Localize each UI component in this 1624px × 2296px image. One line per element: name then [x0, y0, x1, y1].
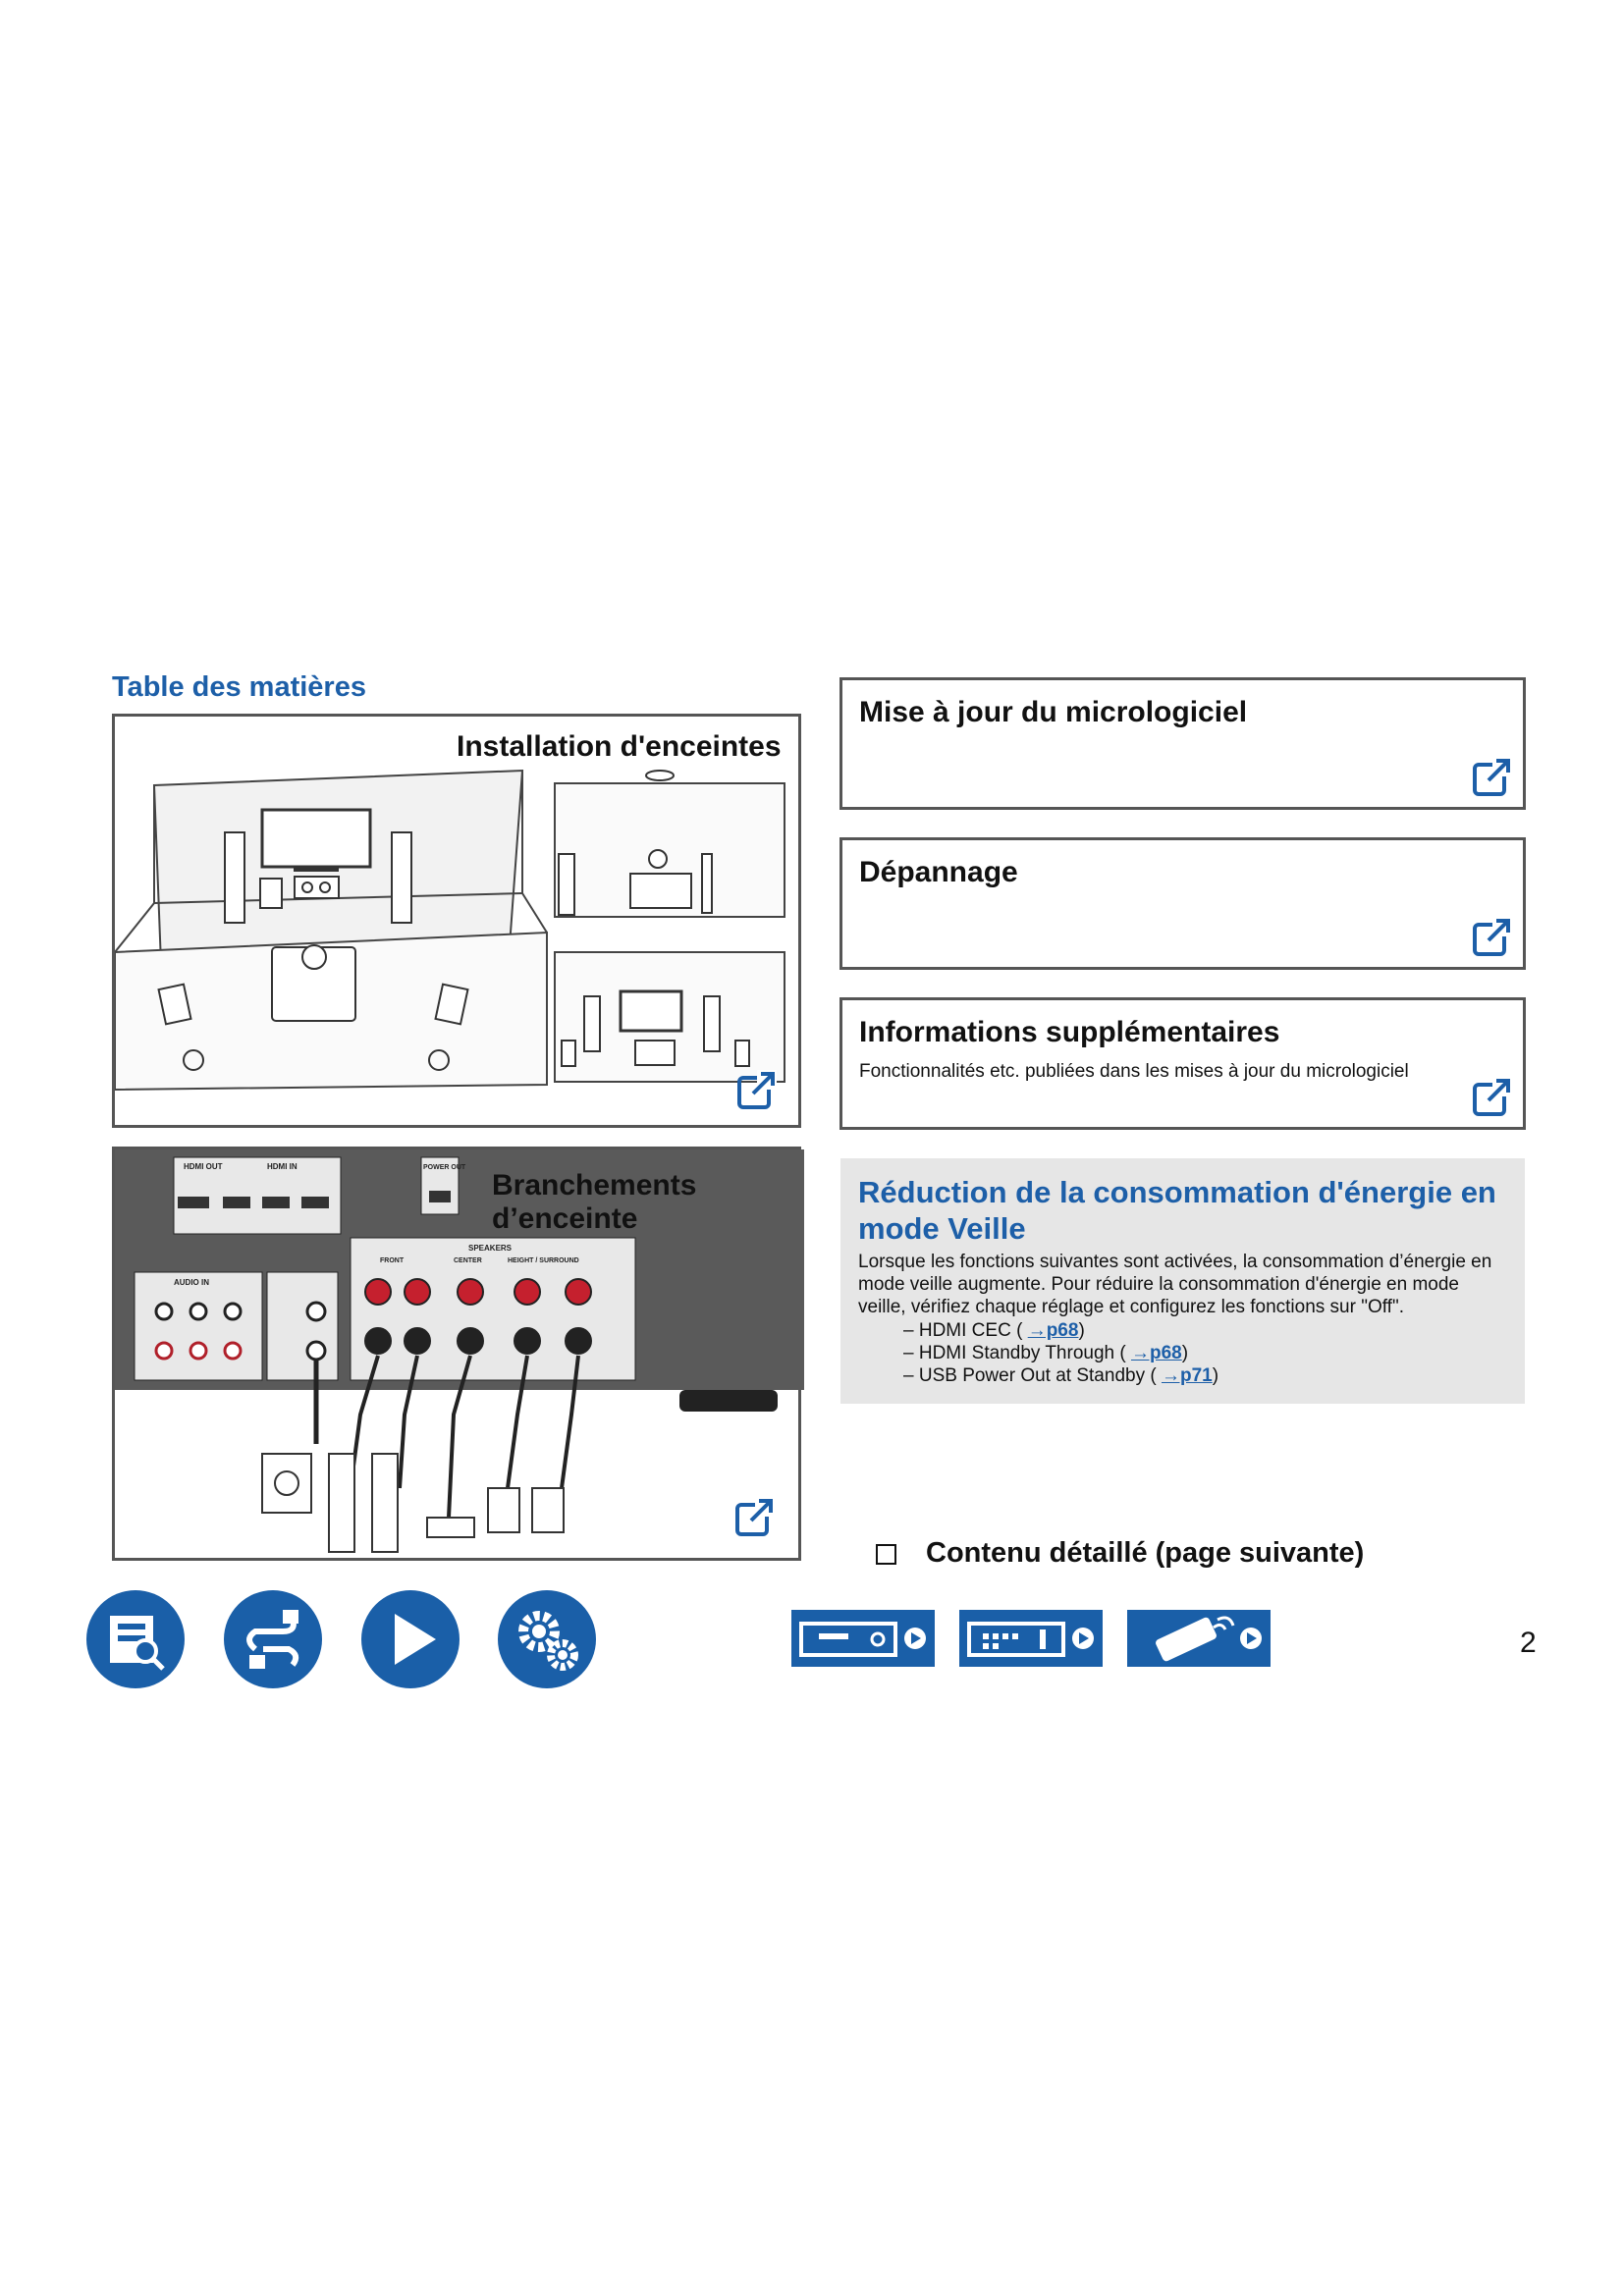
- external-link-icon[interactable]: [735, 1068, 779, 1111]
- item-label: – HDMI Standby Through (: [903, 1343, 1126, 1363]
- speaker-connection-panel[interactable]: [112, 1147, 801, 1561]
- standby-power-box: [840, 1158, 1525, 1404]
- front-label: FRONT: [380, 1257, 405, 1264]
- speaker-installation-title: Installation d'enceintes: [457, 730, 782, 763]
- list-item: [903, 1364, 1218, 1387]
- receiver-rear-icon[interactable]: [959, 1610, 1103, 1667]
- additional-info-box[interactable]: [839, 997, 1526, 1130]
- hdmi-in-label: HDMI IN: [267, 1162, 298, 1171]
- standby-power-heading: Réduction de la consommation d'énergie en mode Veille: [858, 1175, 1496, 1246]
- room-illustration: [115, 717, 804, 1131]
- additional-info-title: Informations supplémentaires: [859, 1016, 1280, 1048]
- standby-feature-list: [903, 1319, 1218, 1387]
- audio-in-label: AUDIO IN: [174, 1278, 209, 1287]
- item-close: ): [1212, 1365, 1219, 1386]
- speakers-label: SPEAKERS: [468, 1244, 513, 1253]
- receiver-front-icon[interactable]: [791, 1610, 935, 1667]
- settings-icon[interactable]: [498, 1590, 596, 1688]
- height-surround-label: HEIGHT / SURROUND: [508, 1257, 579, 1264]
- troubleshooting-title: Dépannage: [859, 856, 1018, 888]
- remote-icon[interactable]: [1127, 1610, 1271, 1667]
- list-item: [903, 1319, 1218, 1342]
- page-number: 2: [1520, 1627, 1537, 1659]
- power-out-label: POWER OUT: [423, 1164, 466, 1171]
- external-link-icon[interactable]: [733, 1495, 777, 1538]
- connection-icon[interactable]: [224, 1590, 322, 1688]
- list-item: [903, 1342, 1218, 1364]
- next-page-link[interactable]: [876, 1537, 1364, 1570]
- external-link-icon[interactable]: [1471, 755, 1514, 798]
- external-link-icon[interactable]: [1471, 915, 1514, 958]
- troubleshooting-box[interactable]: [839, 837, 1526, 970]
- item-close: ): [1078, 1320, 1085, 1341]
- firmware-update-box[interactable]: [839, 677, 1526, 810]
- manual-icon[interactable]: [86, 1590, 185, 1688]
- standby-power-body: Lorsque les fonctions suivantes sont activées, la consommation d’énergie en mode veille augmente. Pour réduire la consommation d'énergie en mode veille, vérifiez chaque réglage et configurez les fonctions sur "Off".: [858, 1252, 1492, 1317]
- next-page-label: Contenu détaillé (page suivante): [926, 1537, 1365, 1569]
- item-label: – HDMI CEC (: [903, 1320, 1023, 1341]
- center-label: CENTER: [454, 1257, 482, 1264]
- page-link[interactable]: →p68: [1130, 1343, 1182, 1363]
- speaker-connection-title: Branchements d’enceinte: [492, 1169, 697, 1235]
- item-label: – USB Power Out at Standby (: [903, 1365, 1157, 1386]
- item-close: ): [1181, 1343, 1189, 1363]
- page-link[interactable]: →p71: [1161, 1365, 1213, 1386]
- checkbox-icon: [876, 1544, 896, 1565]
- external-link-icon[interactable]: [1471, 1075, 1514, 1118]
- additional-info-subtitle: Fonctionnalités etc. publiées dans les mises à jour du micrologiciel: [859, 1061, 1409, 1082]
- toc-title: Table des matières: [112, 671, 366, 703]
- hdmi-out-label: HDMI OUT: [184, 1162, 223, 1171]
- page-link[interactable]: →p68: [1027, 1320, 1079, 1341]
- firmware-update-title: Mise à jour du micrologiciel: [859, 696, 1248, 728]
- speaker-installation-panel[interactable]: [112, 714, 801, 1128]
- play-icon[interactable]: [361, 1590, 460, 1688]
